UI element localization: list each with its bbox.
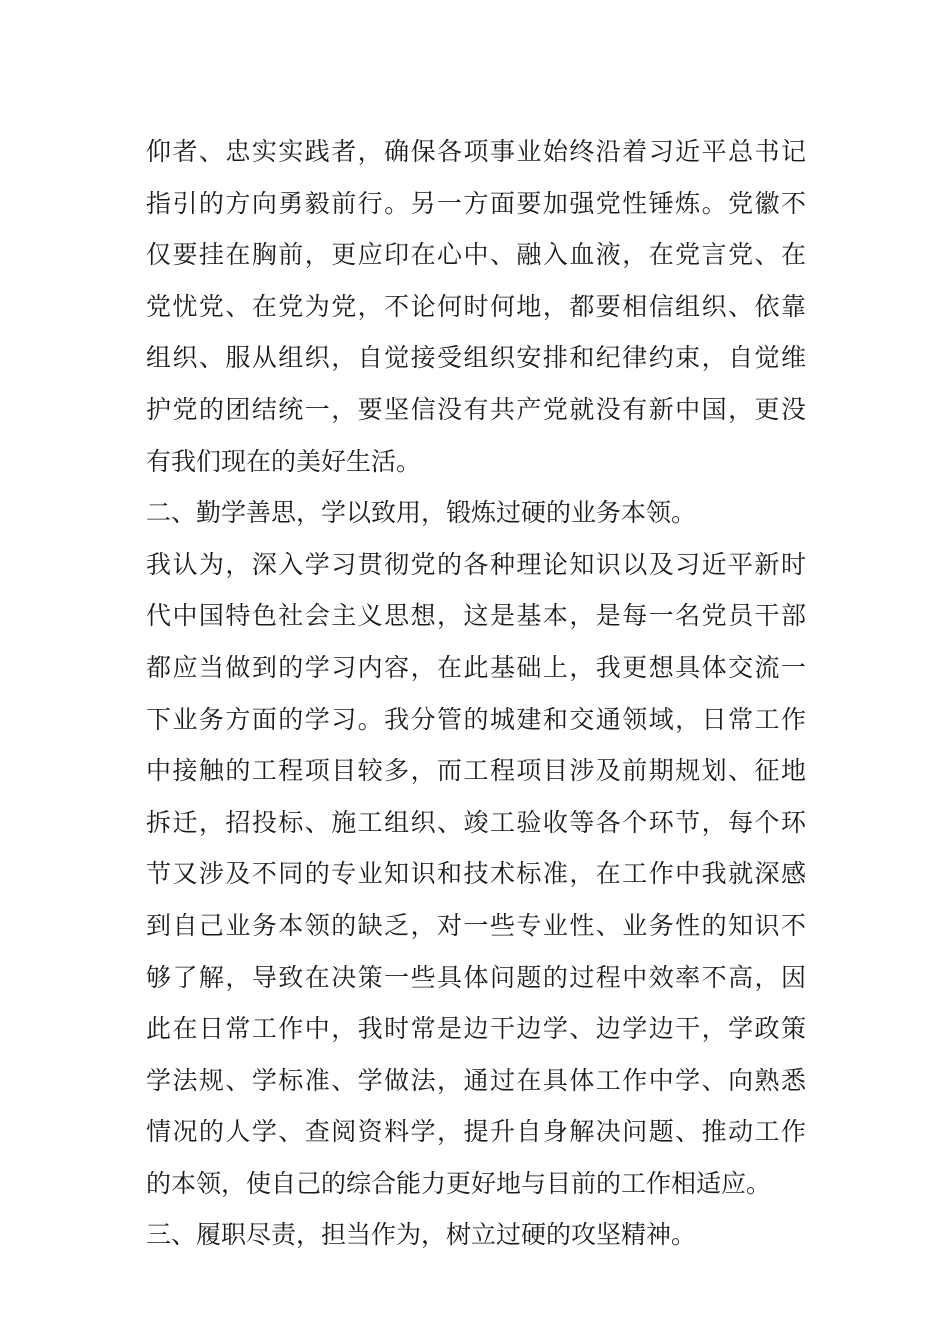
text-line: 下业务方面的学习。我分管的城建和交通领域，日常工作 bbox=[146, 704, 806, 734]
text-line: 党忧党、在党为党，不论何时何地，都要相信组织、依靠 bbox=[146, 291, 806, 321]
text-line: 仰者、忠实实践者，确保各项事业始终沿着习近平总书记 bbox=[146, 137, 806, 166]
text-line: 到自己业务本领的缺乏，对一些专业性、业务性的知识不 bbox=[146, 910, 806, 940]
text-line: 学法规、学标准、学做法，通过在具体工作中学、向熟悉 bbox=[146, 1065, 806, 1095]
text-line: 够了解，导致在决策一些具体问题的过程中效率不高，因 bbox=[146, 962, 806, 992]
text-line: 护党的团结统一，要坚信没有共产党就没有新中国，更没 bbox=[146, 394, 806, 424]
text-line: 仅要挂在胸前，更应印在心中、融入血液，在党言党、在 bbox=[146, 240, 806, 270]
section-heading: 三、履职尽责，担当作为，树立过硬的攻坚精神。 bbox=[146, 1220, 697, 1250]
text-line: 有我们现在的美好生活。 bbox=[146, 446, 422, 476]
text-line: 组织、服从组织，自觉接受组织安排和纪律约束，自觉维 bbox=[146, 343, 806, 373]
text-line: 我认为，深入学习贯彻党的各种理论知识以及习近平新时 bbox=[146, 549, 806, 579]
text-line: 中接触的工程项目较多，而工程项目涉及前期规划、征地 bbox=[146, 756, 806, 786]
text-line: 此在日常工作中，我时常是边干边学、边学边干，学政策 bbox=[146, 1014, 806, 1044]
text-line: 代中国特色社会主义思想，这是基本，是每一名党员干部 bbox=[146, 601, 806, 631]
text-line: 情况的人学、查阅资料学，提升自身解决问题、推动工作 bbox=[146, 1117, 806, 1147]
text-line: 节又涉及不同的专业知识和技术标准，在工作中我就深感 bbox=[146, 859, 806, 889]
text-line: 的本领，使自己的综合能力更好地与目前的工作相适应。 bbox=[146, 1168, 772, 1198]
text-line: 拆迁，招投标、施工组织、竣工验收等各个环节，每个环 bbox=[146, 807, 806, 837]
document-body bbox=[146, 126, 806, 1261]
section-heading: 二、勤学善思，学以致用，锻炼过硬的业务本领。 bbox=[146, 498, 697, 528]
text-line: 都应当做到的学习内容，在此基础上，我更想具体交流一 bbox=[146, 652, 806, 682]
text-line: 指引的方向勇毅前行。另一方面要加强党性锤炼。党徽不 bbox=[146, 188, 806, 218]
